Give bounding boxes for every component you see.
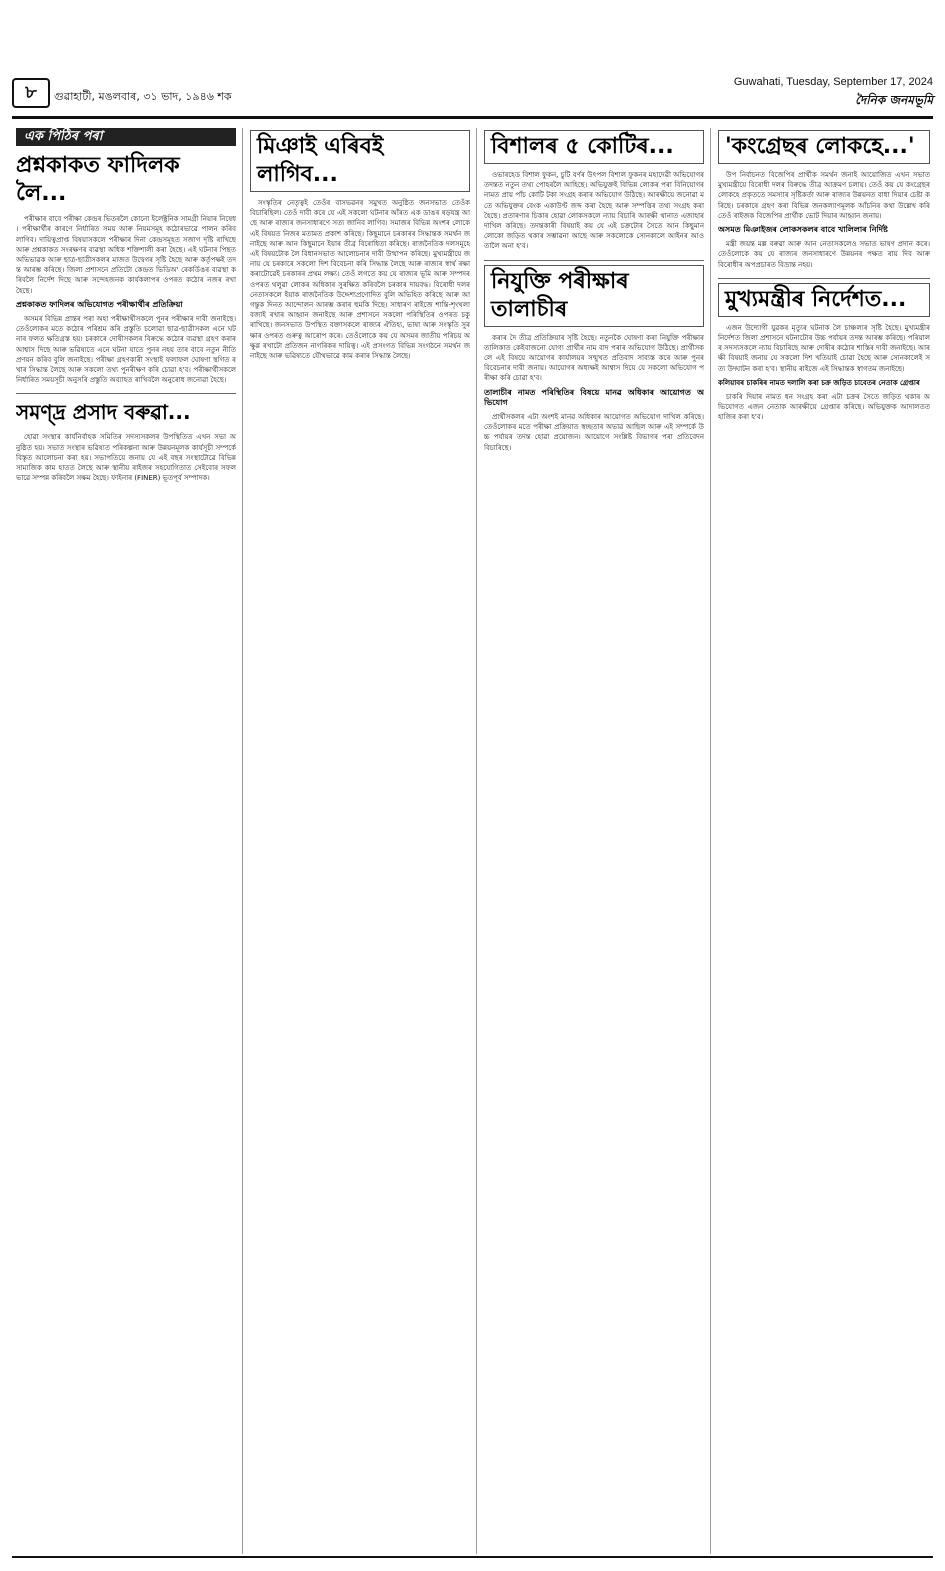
article-title: সমণ্দ্ৰ প্ৰসাদ বৰুৱা... <box>16 400 191 425</box>
column-3 <box>484 128 704 1554</box>
article-title: বিশালৰ ৫ কোটিৰ... <box>484 130 704 164</box>
article-paragraph: হোৱা সংস্থাৰ কাৰ্যনিৰ্বাহক সমিতিৰ সদস্যসকলৰ উপস্থিতিত এখন সভা অনুষ্ঠিত হয়। সভাত সংস্থাৰ ভৱিষ্যত পৰিকল্পনা আৰু উন্নয়নমূলক কাৰ্যসূচী সম্পৰ্কে বিস্তৃত আলোচনা কৰা হয়। সভাপতিয়ে জনায় যে এই বছৰ সংস্থাটোৱে বিভিন্ন সামাজিক কাম হাতত লৈছে আৰু স্থানীয় ৰাইজৰ সহযোগিতাত সেইবোৰ সফলভাৱে সম্পন্ন কৰিবলৈ সক্ষম হৈছে। ফাইনাৰ (FINER) ভূতপূৰ্ব সম্পাদক। <box>16 433 236 483</box>
article-title: মিঞাই এৰিবই লাগিব... <box>250 130 470 192</box>
article-body <box>16 432 236 483</box>
article-paragraph: এজন উদ্যোগী যুৱকৰ মৃত্যুৰ ঘটনাক লৈ চাঞ্চল্যৰ সৃষ্টি হৈছে। মুখ্যমন্ত্ৰীৰ নিৰ্দেশত জিলা প্ৰশাসনে ঘটনাটোৰ উচ্চ পৰ্যায়ৰ তদন্ত আৰম্ভ কৰিছে। পৰিয়ালৰ সদস্যসকলে ন্যায় বিচাৰিছে আৰু দোষীৰ কঠোৰ শাস্তিৰ দাবী জনাইছে। আৰক্ষী বিষয়াই জনায় যে সকলো দিশ খতিয়াই চোৱা হৈছে আৰু সোনকালেই সত্য উদ্ঘাটন কৰা হ'ব। স্থানীয় ৰাইজে এই সিদ্ধান্তক স্বাগতম জনাইছে। <box>718 323 930 373</box>
article-paragraph: মন্ত্ৰী জয়ন্ত মল্ল বৰুৱা আৰু আন নেতাসকলেও সভাত ভাষণ প্ৰদান কৰে। তেওঁলোকে কয় যে ৰাজ্যৰ জনসাধাৰণে উন্নয়নৰ পক্ষত ৰায় দিব আৰু বিৰোধীৰ অপপ্ৰচাৰত বিভ্ৰান্ত নহয়। <box>718 240 930 269</box>
article-subhead: কলিয়াবৰ চাকৰিৰ নামত দলালি কৰা চক্ৰ জড়িত চাবেতৰ নেতাক গ্ৰেপ্তাৰ <box>718 378 920 387</box>
article-paragraph: উপ নিৰ্বাচনত বিজেপিৰ প্ৰাৰ্থীক সমৰ্থন জনাই আয়োজিত এখন সভাত মুখ্যমন্ত্ৰীয়ে বিৰোধী দলৰ বিৰুদ্ধে তীব্ৰ আক্ৰমণ চলায়। তেওঁ কয় যে কংগ্ৰেছৰ লোকহে প্ৰকৃততে সমস্যাৰ সৃষ্টিকৰ্তা আৰু ৰাজ্যৰ উন্নয়নত বাধা দিয়াৰ চেষ্টা কৰিছে। চৰকাৰে গ্ৰহণ কৰা বিভিন্ন জনকল্যাণমূলক আঁচনিৰ কথা উল্লেখ কৰি তেওঁ ৰাইজক বিজেপিৰ প্ৰাৰ্থীক ভোট দিয়াৰ আহ্বান জনায়। <box>718 171 930 220</box>
paper-name: দৈনিক জনমভূমি <box>855 93 933 107</box>
footer-rule <box>12 1556 933 1558</box>
article-body <box>250 198 470 361</box>
article-body <box>718 323 930 423</box>
article-body <box>484 170 704 252</box>
article-title: মুখ্যমন্ত্ৰীৰ নিৰ্দেশত... <box>718 283 930 317</box>
divider <box>484 260 704 261</box>
article-paragraph: কৰাৰ দৈ তীব্ৰ প্ৰতিক্ৰিয়াৰ সৃষ্টি হৈছে। নতুনকৈ ঘোষণা কৰা নিযুক্তি পৰীক্ষাৰ তালিকাত কেইবাজনো যোগ্য প্ৰাৰ্থীৰ নাম বাদ পৰাৰ অভিযোগ উঠিছে। প্ৰাৰ্থীসকলে এই বিষয়ে আয়োগৰ কাৰ্যালয়ৰ সন্মুখত প্ৰতিবাদ সাব্যস্ত কৰে আৰু পুনৰ বিবেচনাৰ দাবী জনায়। আয়োগৰ অধ্যক্ষই আশ্বাস দিয়ে যে সকলো অভিযোগ পৰীক্ষা কৰি চোৱা হ'ব। <box>484 333 704 383</box>
article-title: 'কংগ্ৰেছৰ লোকহে...' <box>718 130 930 164</box>
column-1 <box>16 128 236 1554</box>
article-paragraph: পৰীক্ষাৰ বাবে পৰীক্ষা কেন্দ্ৰৰ ভিতৰলৈ কোনো ইলেক্ট্ৰনিক সামগ্ৰী নিয়াৰ নিষেধ। পৰীক্ষাৰ্থীৰ কাৰণে নিৰ্ধাৰিত সময় আৰু নিয়মসমূহ কঠোৰভাৱে পালন কৰিব লাগিব। দায়িত্বপ্ৰাপ্ত বিষয়াসকলে পৰীক্ষাৰ দিনা কেন্দ্ৰসমূহত সজাগ দৃষ্টি ৰাখিছে আৰু প্ৰশ্নকাকত সংৰক্ষণৰ ব্যৱস্থা অধিক শক্তিশালী কৰা হৈছে। এই ঘটনাৰ পিছত অভিভাৱক আৰু ছাত্ৰ-ছাত্ৰীসকলৰ মাজত উদ্বেগৰ সৃষ্টি হৈছে আৰু কৰ্তৃপক্ষই তদন্ত আৰম্ভ কৰিছে। জিলা প্ৰশাসনে প্ৰতিটো কেন্দ্ৰত ভিডিঅ' ৰেকৰ্ডিঙৰ ব্যৱস্থা কৰিবলৈ নিৰ্দেশ দিছে আৰু সন্দেহজনক কাৰ্যকলাপৰ ওপৰত কঠোৰ নজৰ ৰখা হৈছে। <box>16 215 236 295</box>
divider <box>718 278 930 279</box>
column-divider <box>242 128 243 1554</box>
article-subhead: তালাচীৰ নামত পৰিস্থিতিৰ বিষয়ে মানৱ অধিকাৰ আয়োগত অভিযোগ <box>484 387 704 407</box>
divider <box>16 393 236 394</box>
page-number: ৮ <box>12 78 50 108</box>
section-banner: এক পিঠিৰ পৰা <box>16 128 236 146</box>
column-2 <box>250 128 470 1554</box>
page-header <box>12 74 933 114</box>
column-4 <box>718 128 930 1554</box>
header-rule <box>12 116 933 119</box>
article-paragraph: চাকৰি দিয়াৰ নামত ধন সংগ্ৰহ কৰা এটা চক্ৰৰ সৈতে জড়িত থকাৰ অভিযোগত এজন নেতাক আৰক্ষীয়ে গ্ৰেপ্তাৰ কৰিছে। অভিযুক্তক আদালতত হাজিৰ কৰা হ'ব। <box>718 393 930 422</box>
article-paragraph: ওভাৰহেড বিশাল ফুকন, চুটি বৰ্ণৰ উৎপল বিশাল ফুকনৰ মহাদেৱী অভিযোগৰ তদন্তত নতুন তথ্য পোহৰলৈ আহিছে। অভিযুক্তই বিভিন্ন লোকৰ পৰা বিনিয়োগৰ নামত প্ৰায় পাঁচ কোটি টকা সংগ্ৰহ কৰাৰ অভিযোগ উঠিছে। আৰক্ষীয়ে জনোৱা মতে অভিযুক্তৰ বেংক একাউণ্ট জব্দ কৰা হৈছে আৰু সম্পত্তিৰ তথ্য সংগ্ৰহ কৰা হৈছে। প্ৰতাৰণাৰ চিকাৰ হোৱা লোকসকলে ন্যায় বিচাৰি আৰক্ষী থানাত এজাহাৰ দাখিল কৰিছে। তদন্তকাৰী বিষয়াই কয় যে এই চক্ৰটোৰ সৈতে আন কিছুমান লোকো জড়িত থকাৰ সম্ভাৱনা আছে আৰু সকলোকে সোনকালে আইনৰ আওতালৈ অনা হ'ব। <box>484 171 704 251</box>
article-paragraph: প্ৰাৰ্থীসকলৰ এটা অংশই মানৱ অধিকাৰ আয়োগত অভিযোগ দাখিল কৰিছে। তেওঁলোকৰ মতে পৰীক্ষা প্ৰক্ৰিয়াত স্বচ্ছতাৰ অভাৱ আছিল আৰু এই সম্পৰ্কে উচ্চ পৰ্যায়ৰ তদন্ত হোৱা প্ৰয়োজন। আয়োগে সংশ্লিষ্ট বিভাগৰ পৰা প্ৰতিবেদন বিচাৰিছে। <box>484 413 704 452</box>
article-subhead: অসমত মিঞাইজৰ লোকসকলৰ বাবে খালিলাৰ নিৰ্দিষ্ট <box>718 225 888 235</box>
article-paragraph: সংস্কৃতিৰ নেতৃত্বই তেওঁৰ বাসভৱনৰ সমুখত অনুষ্ঠিত জনসভাত তেওঁক বিচাৰিছিল। তেওঁ দাবী কৰে যে এই সকলো ঘটনাৰ আঁৰত এক ডাঙৰ ষড়যন্ত্ৰ আছে আৰু ৰাজ্যৰ জনসাধাৰণে সত্য জানিব লাগিব। সমাজৰ বিভিন্ন অংশৰ লোকে এই বিষয়ত নিজৰ মতামত প্ৰকাশ কৰিছে। কিছুমানে চৰকাৰৰ সিদ্ধান্তক সমৰ্থন জনাইছে আৰু আন কিছুমানে ইয়াৰ তীব্ৰ বিৰোধিতা কৰিছে। ৰাজনৈতিক দলসমূহে এই বিষয়টোক লৈ বিধানসভাত আলোচনাৰ দাবী উত্থাপন কৰিছে। মুখ্যমন্ত্ৰীয়ে জনায় যে চৰকাৰে সকলো দিশ বিবেচনা কৰি সিদ্ধান্ত লৈছে আৰু ৰাজ্যৰ স্বাৰ্থ ৰক্ষা কৰাটোৱেই চৰকাৰৰ প্ৰথম লক্ষ্য। তেওঁ লগতে কয় যে ৰাজ্যৰ ভূমি আৰু সম্পদৰ ওপৰত থলুৱা লোকৰ অধিকাৰ সুৰক্ষিত কৰিবলৈ চৰকাৰ দায়বদ্ধ। বিৰোধী দলৰ নেতাসকলে ইয়াক ৰাজনৈতিক উদ্দেশ্যপ্ৰণোদিত বুলি অভিহিত কৰিছে আৰু আগন্তুক দিনত আন্দোলন আৰম্ভ কৰাৰ হুমকি দিছে। সাধাৰণ ৰাইজে শান্তি-শৃংখলা বজাই ৰখাৰ আহ্বান জনাইছে আৰু প্ৰশাসনে সকলো পৰিস্থিতিৰ ওপৰত চকু ৰাখিছে। জনসভাত উপস্থিত বক্তাসকলে ৰাজ্যৰ ঐতিহ্য, ভাষা আৰু সংস্কৃতি সুৰক্ষাৰ ওপৰত গুৰুত্ব আৰোপ কৰে। তেওঁলোকে কয় যে অসমৰ জাতীয় পৰিচয় অক্ষুণ্ণ ৰখাটো প্ৰতিজন নাগৰিকৰ দায়িত্ব। এই প্ৰসংগত বিভিন্ন সংগঠনে সমৰ্থন জনাইছে আৰু ভৱিষ্যতে যৌথভাৱে কাম কৰাৰ সিদ্ধান্ত লৈছে। <box>250 199 470 361</box>
column-divider <box>476 128 477 1554</box>
article-body <box>718 170 930 270</box>
column-divider <box>710 128 711 1554</box>
article-paragraph: অসমৰ বিভিন্ন প্ৰান্তৰ পৰা অহা পৰীক্ষাৰ্থীসকলে পুনৰ পৰীক্ষাৰ দাবী জনাইছে। তেওঁলোকৰ মতে কঠোৰ পৰিশ্ৰম কৰি প্ৰস্তুতি চলোৱা ছাত্ৰ-ছাত্ৰীসকল এনে ঘটনাৰ ফলত ক্ষতিগ্ৰস্ত হয়। চৰকাৰে দোষীসকলৰ বিৰুদ্ধে কঠোৰ ব্যৱস্থা গ্ৰহণ কৰাৰ আশ্বাস দিছে আৰু ভৱিষ্যতে এনে ঘটনা যাতে পুনৰ নহয় তাৰ বাবে নতুন নীতি প্ৰণয়ন কৰিব বুলি জনাইছে। পৰীক্ষা গ্ৰহণকাৰী সংস্থাই ফলাফল ঘোষণা স্থগিত ৰখাৰ সিদ্ধান্ত লৈছে আৰু সকলো তথ্য পুনৰীক্ষণ কৰি চোৱা হ'ব। পৰীক্ষাৰ্থীসকলে নিৰ্ধাৰিত সময়সূচী অনুসৰি প্ৰস্তুতি অব্যাহত ৰাখিবলৈ অনুৰোধ জনোৱা হৈছে। <box>16 315 236 385</box>
article-title: নিযুক্তি পৰীক্ষাৰ তালাচীৰ <box>484 265 704 327</box>
date-english: Guwahati, Tuesday, September 17, 2024 <box>733 76 933 88</box>
date-assamese: গুৱাহাটী, মঙলবাৰ, ৩১ ভাদ, ১৯৪৬ শক <box>54 90 232 103</box>
article-body <box>484 333 704 453</box>
article-body <box>16 214 236 385</box>
article-subhead: প্ৰশ্নকাকত ফাদিলৰ অভিযোগত পৰীক্ষাৰ্থীৰ প্ৰতিক্ৰিয়া <box>16 299 183 309</box>
article-title: প্ৰশ্নকাকত ফাদিলক লৈ... <box>16 153 180 207</box>
